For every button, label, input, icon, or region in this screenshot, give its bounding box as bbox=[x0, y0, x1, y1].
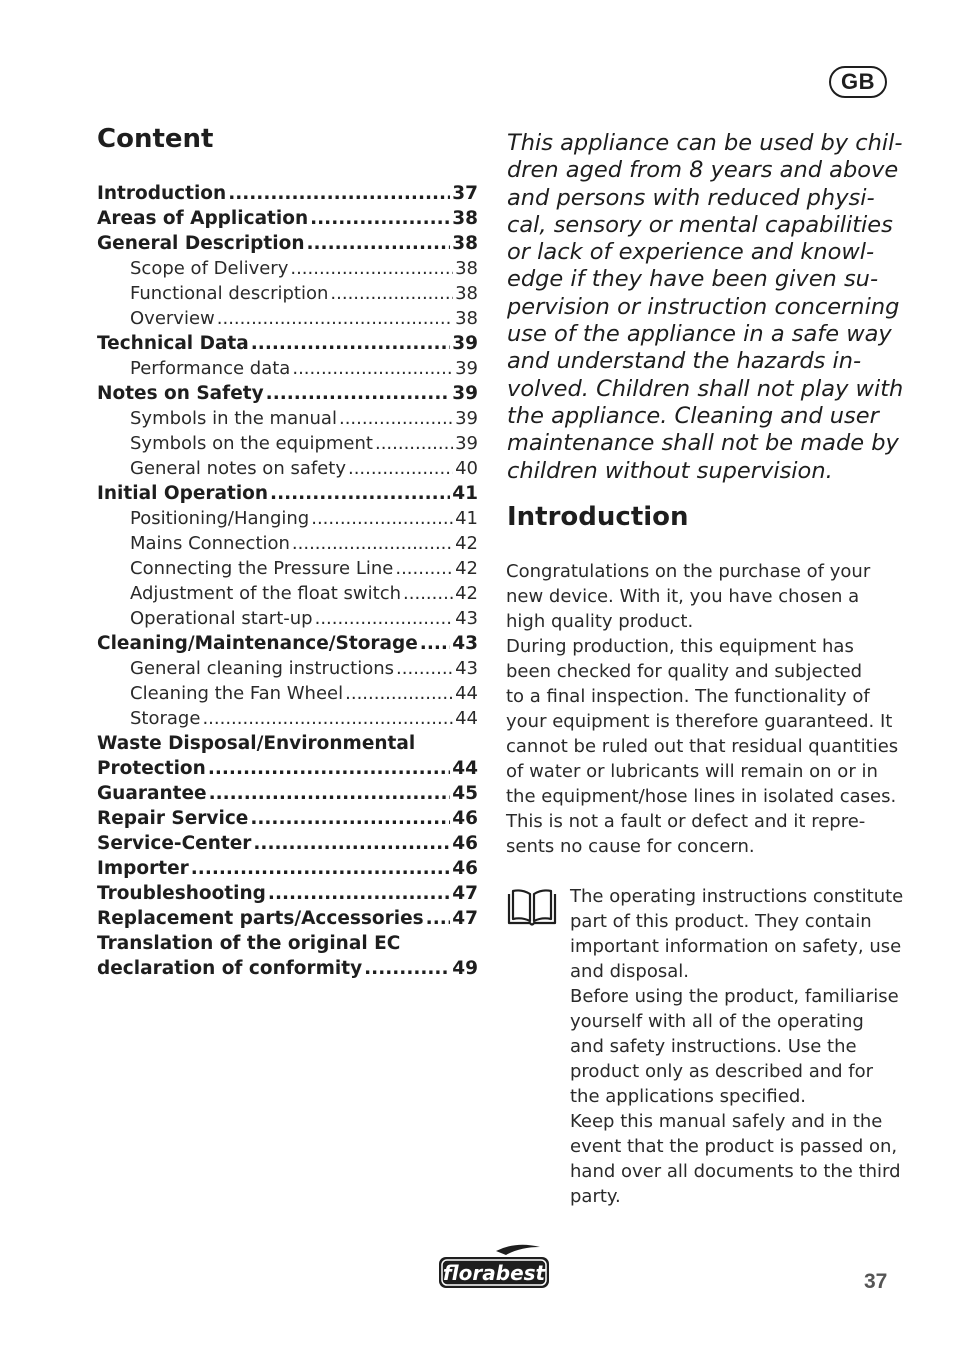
warning-line: volved. Children shall not play with bbox=[507, 375, 904, 402]
toc-entry-label: Cleaning/Maintenance/Storage bbox=[97, 633, 418, 654]
toc-leader-dots bbox=[253, 833, 450, 854]
table-of-contents bbox=[97, 183, 478, 983]
toc-leader-dots bbox=[209, 783, 451, 804]
toc-entry bbox=[97, 858, 478, 883]
toc-entry-label: Cleaning the Fan Wheel bbox=[130, 683, 344, 704]
toc-entry-label: Importer bbox=[97, 858, 189, 879]
introduction-line: high quality product. bbox=[506, 611, 694, 632]
toc-entry-label: Initial Operation bbox=[97, 483, 269, 504]
toc-leader-dots bbox=[345, 683, 453, 704]
toc-entry bbox=[97, 208, 478, 233]
toc-entry bbox=[97, 283, 478, 308]
toc-entry bbox=[97, 658, 478, 683]
book-icon bbox=[506, 888, 558, 928]
toc-entry-label: Notes on Safety bbox=[97, 383, 264, 404]
toc-entry-page: 46 bbox=[452, 833, 478, 854]
toc-entry-label: Troubleshooting bbox=[97, 883, 266, 904]
instructions-line: Keep this manual safely and in the bbox=[570, 1111, 883, 1132]
instructions-line: and safety instructions. Use the bbox=[570, 1036, 857, 1057]
warning-line: dren aged from 8 years and above bbox=[507, 157, 899, 184]
instructions-line: part of this product. They contain bbox=[570, 911, 872, 932]
toc-entry-page: 44 bbox=[452, 758, 478, 779]
instructions-line: yourself with all of the operating bbox=[570, 1011, 864, 1032]
toc-entry-page: 38 bbox=[455, 308, 478, 329]
introduction-heading: Introduction bbox=[507, 502, 689, 532]
introduction-line: cannot be ruled out that residual quantities bbox=[506, 736, 899, 757]
toc-entry-label: Mains Connection bbox=[130, 533, 290, 554]
toc-entry bbox=[97, 358, 478, 383]
toc-leader-dots bbox=[396, 658, 453, 679]
toc-entry bbox=[97, 608, 478, 633]
toc-entry-label: Scope of Delivery bbox=[130, 258, 289, 279]
instructions-line: the applications specified. bbox=[570, 1086, 806, 1107]
toc-entry-label: Service-Center bbox=[97, 833, 252, 854]
toc-leader-dots bbox=[403, 583, 453, 604]
toc-leader-dots bbox=[339, 408, 453, 429]
introduction-text bbox=[506, 559, 898, 859]
svg-text:florabest: florabest bbox=[442, 1261, 546, 1285]
instructions-line: product only as described and for bbox=[570, 1061, 874, 1082]
toc-leader-dots bbox=[217, 308, 453, 329]
toc-leader-dots bbox=[268, 883, 450, 904]
introduction-line: the equipment/hose lines in isolated cases. bbox=[506, 786, 897, 807]
instructions-line: and disposal. bbox=[570, 961, 689, 982]
toc-entry-page: 39 bbox=[455, 358, 478, 379]
toc-entry bbox=[97, 833, 478, 858]
introduction-line: new device. With it, you have chosen a bbox=[506, 586, 860, 607]
toc-entry bbox=[97, 583, 478, 608]
instructions-line: The operating instructions constitute bbox=[570, 886, 904, 907]
language-badge: GB bbox=[829, 66, 887, 98]
toc-entry-page: 46 bbox=[452, 808, 478, 829]
toc-leader-dots bbox=[202, 708, 453, 729]
toc-entry-page: 38 bbox=[452, 208, 478, 229]
toc-entry bbox=[97, 458, 478, 483]
toc-entry-page: 44 bbox=[455, 708, 478, 729]
instructions-line: Before using the product, familiarise bbox=[570, 986, 899, 1007]
introduction-line: Congratulations on the purchase of your bbox=[506, 561, 871, 582]
toc-entry-label: Technical Data bbox=[97, 333, 249, 354]
toc-entry-page: 42 bbox=[455, 558, 478, 579]
toc-entry bbox=[97, 883, 478, 908]
toc-entry-label: Operational start-up bbox=[130, 608, 313, 629]
toc-leader-dots bbox=[315, 608, 454, 629]
introduction-line: sents no cause for concern. bbox=[506, 836, 755, 857]
toc-entry-page: 45 bbox=[452, 783, 478, 804]
toc-leader-dots bbox=[290, 258, 453, 279]
toc-entry-label: Functional description bbox=[130, 283, 329, 304]
toc-leader-dots bbox=[191, 858, 450, 879]
toc-leader-dots bbox=[395, 558, 453, 579]
child-safety-warning bbox=[507, 130, 902, 485]
warning-line: and understand the hazards in- bbox=[507, 348, 862, 375]
toc-leader-dots bbox=[250, 808, 450, 829]
introduction-line: of water or lubricants will remain on or in bbox=[506, 761, 878, 782]
toc-entry bbox=[97, 958, 478, 983]
toc-entry-label: Introduction bbox=[97, 183, 227, 204]
toc-entry-page: 42 bbox=[455, 533, 478, 554]
toc-entry bbox=[97, 183, 478, 208]
toc-entry-page: 42 bbox=[455, 583, 478, 604]
introduction-line: your equipment is therefore guaranteed. It bbox=[506, 711, 893, 732]
toc-leader-dots bbox=[348, 458, 453, 479]
toc-leader-dots bbox=[375, 433, 453, 454]
toc-entry-label: Adjustment of the float switch bbox=[130, 583, 402, 604]
toc-entry-label: Symbols in the manual bbox=[130, 408, 337, 429]
toc-entry-label: Replacement parts/Accessories bbox=[97, 908, 424, 929]
toc-entry bbox=[97, 533, 478, 558]
warning-line: the appliance. Cleaning and user bbox=[507, 402, 879, 429]
toc-entry-label: Areas of Application bbox=[97, 208, 309, 229]
toc-entry-page: 39 bbox=[455, 408, 478, 429]
toc-entry-page: 37 bbox=[452, 183, 478, 204]
toc-entry bbox=[97, 483, 478, 508]
toc-entry bbox=[97, 683, 478, 708]
toc-entry-page: 38 bbox=[452, 233, 478, 254]
toc-entry-label: Repair Service bbox=[97, 808, 249, 829]
toc-entry bbox=[97, 633, 478, 658]
toc-entry-label: General cleaning instructions bbox=[130, 658, 395, 679]
toc-entry bbox=[97, 383, 478, 408]
toc-entry-label: Positioning/Hanging bbox=[130, 508, 310, 529]
toc-entry bbox=[97, 408, 478, 433]
toc-entry-label: Overview bbox=[130, 308, 215, 329]
instructions-line: party. bbox=[570, 1186, 621, 1207]
toc-entry-page: 43 bbox=[455, 658, 478, 679]
toc-entry-page: 39 bbox=[455, 433, 478, 454]
instructions-line: hand over all documents to the third bbox=[570, 1161, 901, 1182]
toc-entry-page: 47 bbox=[452, 908, 478, 929]
toc-leader-dots bbox=[420, 633, 450, 654]
toc-entry-label: Connecting the Pressure Line bbox=[130, 558, 394, 579]
warning-line: pervision or instruction concerning bbox=[507, 293, 900, 320]
warning-line: This appliance can be used by chil- bbox=[507, 130, 903, 156]
toc-entry-label: Symbols on the equipment bbox=[130, 433, 373, 454]
toc-leader-dots bbox=[208, 758, 450, 779]
toc-entry-page: 47 bbox=[452, 883, 478, 904]
toc-entry bbox=[97, 558, 478, 583]
warning-line: edge if they have been given su- bbox=[507, 266, 879, 293]
florabest-logo bbox=[436, 1243, 552, 1291]
toc-entry-label: Guarantee bbox=[97, 783, 207, 804]
introduction-line: During production, this equipment has bbox=[506, 636, 854, 657]
toc-entry bbox=[97, 783, 478, 808]
toc-entry bbox=[97, 808, 478, 833]
instructions-line: event that the product is passed on, bbox=[570, 1136, 898, 1157]
toc-entry-label: General Description bbox=[97, 233, 305, 254]
toc-entry bbox=[97, 733, 478, 758]
toc-entry-page: 39 bbox=[452, 383, 478, 404]
content-heading: Content bbox=[97, 124, 214, 154]
toc-entry bbox=[97, 758, 478, 783]
toc-entry-label: Protection bbox=[97, 758, 206, 779]
toc-entry bbox=[97, 333, 478, 358]
toc-entry-page: 41 bbox=[455, 508, 478, 529]
warning-line: and persons with reduced physi- bbox=[507, 184, 875, 211]
toc-entry-page: 43 bbox=[455, 608, 478, 629]
warning-line: or lack of experience and knowl- bbox=[507, 239, 875, 266]
introduction-line: to a final inspection. The functionality of bbox=[506, 686, 870, 707]
toc-entry bbox=[97, 708, 478, 733]
toc-leader-dots bbox=[364, 958, 450, 979]
toc-leader-dots bbox=[266, 383, 451, 404]
warning-line: maintenance shall not be made by bbox=[507, 430, 899, 457]
page-number: 37 bbox=[864, 1270, 888, 1293]
toc-leader-dots bbox=[330, 283, 453, 304]
toc-entry-page: 44 bbox=[455, 683, 478, 704]
toc-entry bbox=[97, 433, 478, 458]
toc-leader-dots bbox=[292, 358, 453, 379]
toc-leader-dots bbox=[307, 233, 451, 254]
introduction-line: This is not a fault or defect and it repre- bbox=[506, 811, 866, 832]
toc-leader-dots bbox=[251, 333, 450, 354]
toc-entry-label: Performance data bbox=[130, 358, 291, 379]
toc-leader-dots bbox=[292, 533, 453, 554]
toc-entry-label: declaration of conformity bbox=[97, 958, 363, 979]
toc-leader-dots bbox=[228, 183, 450, 204]
toc-leader-dots bbox=[270, 483, 450, 504]
warning-line: children without supervision. bbox=[507, 457, 833, 484]
toc-entry-page: 49 bbox=[452, 958, 478, 979]
toc-entry-page: 38 bbox=[455, 283, 478, 304]
instructions-line: important information on safety, use bbox=[570, 936, 902, 957]
toc-entry-page: 43 bbox=[452, 633, 478, 654]
warning-line: cal, sensory or mental capabilities bbox=[507, 211, 893, 238]
toc-entry bbox=[97, 258, 478, 283]
toc-entry-label: Translation of the original EC bbox=[97, 933, 401, 954]
operating-instructions-note bbox=[570, 884, 904, 1209]
toc-entry-label: Storage bbox=[130, 708, 201, 729]
toc-entry bbox=[97, 508, 478, 533]
toc-leader-dots bbox=[310, 208, 450, 229]
introduction-line: been checked for quality and subjected bbox=[506, 661, 863, 682]
toc-leader-dots bbox=[311, 508, 453, 529]
toc-leader-dots bbox=[426, 908, 451, 929]
toc-entry-page: 41 bbox=[452, 483, 478, 504]
toc-entry-page: 38 bbox=[455, 258, 478, 279]
toc-entry-label: General notes on safety bbox=[130, 458, 346, 479]
toc-entry-page: 40 bbox=[455, 458, 478, 479]
toc-entry-label: Waste Disposal/Environmental bbox=[97, 733, 416, 754]
toc-entry bbox=[97, 233, 478, 258]
toc-entry-page: 46 bbox=[452, 858, 478, 879]
toc-entry bbox=[97, 908, 478, 933]
warning-line: use of the appliance in a safe way bbox=[507, 321, 892, 348]
toc-entry-page: 39 bbox=[452, 333, 478, 354]
toc-entry bbox=[97, 933, 478, 958]
toc-entry bbox=[97, 308, 478, 333]
